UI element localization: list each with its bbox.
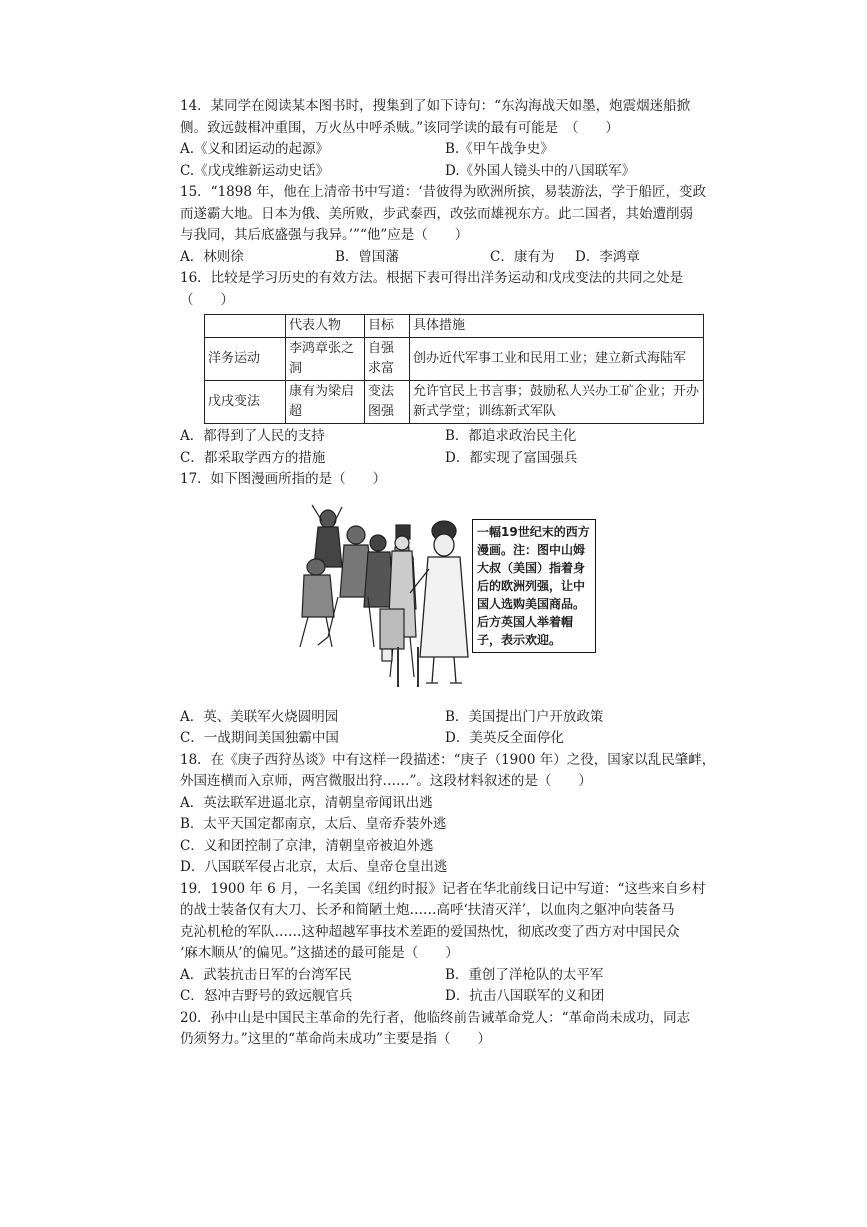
table-header-cell xyxy=(205,315,286,338)
option-a: A．林则徐 xyxy=(180,248,244,265)
options-row xyxy=(180,448,710,470)
question-stem: 16．比较是学习历史的有效方法。根据下表可得出洋务运动和戊戌变法的共同之处是 xyxy=(180,270,684,286)
question-stem: 而遂霸大地。日本为俄、美所败，步武泰西，改弦而雄视东方。此二国者，其始遭削弱 xyxy=(180,205,693,222)
exam-page xyxy=(180,96,716,1051)
options-row xyxy=(180,161,710,183)
option-b: B．美国提出门户开放政策 xyxy=(445,708,604,725)
comparison-table xyxy=(204,314,704,424)
option-d: D．李鸿章 xyxy=(575,248,640,265)
option-a: A．英、美联军火烧圆明园 xyxy=(180,708,339,725)
option-c: C．怒冲吉野号的致远舰官兵 xyxy=(180,988,353,1004)
option-c: C．康有为 xyxy=(490,248,555,265)
option-c: C．都采取学西方的措施 xyxy=(180,449,326,466)
option-b: B．都追求政治民主化 xyxy=(445,428,577,444)
table-header-cell: 具体措施 xyxy=(410,315,704,338)
option-c: C．义和团控制了京津，清朝皇帝被迫外逃 xyxy=(180,837,434,854)
cartoon-illustration xyxy=(298,497,473,692)
option-b: B．重创了洋枪队的太平军 xyxy=(445,966,604,983)
question-stem: 外国连横而入京师，两宫微服出狩……”。这段材料叙述的是（ ） xyxy=(180,773,592,789)
question-stem: （ ） xyxy=(180,291,234,308)
table-header-cell: 代表人物 xyxy=(286,315,365,338)
table-cell: 变法图强 xyxy=(365,381,410,424)
question-stem: 与我同，其后底盛强与我异。’”“他”应是（ ） xyxy=(180,227,469,243)
table-row xyxy=(205,381,704,424)
table-cell: 康有为梁启超 xyxy=(286,381,365,424)
option-a: A．都得到了人民的支持 xyxy=(180,428,325,444)
question-17 xyxy=(180,469,710,750)
cartoon-figure xyxy=(180,497,710,697)
option-b: B.《甲午战争史》 xyxy=(445,141,554,157)
cartoon-caption-box: 一幅19世纪末的西方漫画。注：图中山姆大叔（美国）指着身后的欧洲列强，让中国人选购美国商品。后方英国人举着帽子，表示欢迎。 xyxy=(472,519,596,653)
option-d: D.《外国人镜头中的八国联军》 xyxy=(445,162,636,179)
question-19 xyxy=(180,879,710,1008)
question-20 xyxy=(180,1008,710,1051)
table-cell: 允许官民上书言事；鼓励私人兴办工矿企业；开办新式学堂；训练新式军队 xyxy=(410,381,704,424)
question-stem: 20．孙中山是中国民主革命的先行者，他临终前告诫革命党人：“革命尚未成功，同志 xyxy=(180,1009,691,1026)
question-stem: ‘麻木顺从’的偏见。”这描述的最可能是（ ） xyxy=(180,945,459,961)
question-stem: 15．“1898 年，他在上清帝书中写道：‘昔彼得为欧洲所摈，易装游法，学于船匠，变政 xyxy=(180,184,707,200)
question-stem: 17．如下图漫画所指的是（ ） xyxy=(180,471,387,487)
options-row xyxy=(180,986,710,1008)
question-stem: 仍须努力。”这里的“革命尚未成功”主要是指（ ） xyxy=(180,1031,491,1047)
question-18 xyxy=(180,750,716,879)
question-15 xyxy=(180,182,710,268)
options-row xyxy=(180,728,710,750)
question-stem: 14．某同学在阅读某本图书时，搜集到了如下诗句：“东沟海战天如墨，炮震烟迷船掀 xyxy=(180,98,691,114)
question-stem: 侧。致远鼓楫冲重围，万火丛中呼杀贼。”该同学读的最有可能是 （ ） xyxy=(180,119,619,136)
option-a: A．英法联军进逼北京，清朝皇帝闻讯出逃 xyxy=(180,794,433,811)
question-stem: 18．在《庚子西狩丛谈》中有这样一段描述：“庚子（1900 年）之役，国家以乱民肇衅， xyxy=(180,751,716,768)
question-stem: 19．1900 年 6 月，一名美国《纽约时报》记者在华北前线日记中写道：“这些来自乡村 xyxy=(180,880,706,897)
options-row xyxy=(180,965,710,987)
options-row xyxy=(180,139,710,161)
option-a: A.《义和团运动的起源》 xyxy=(180,141,330,157)
options-row xyxy=(180,247,710,269)
option-a: A．武装抗击日军的台湾军民 xyxy=(180,966,352,983)
option-d: D．都实现了富国强兵 xyxy=(445,449,578,466)
question-stem: 克沁机枪的军队……这种超越军事技术差距的爱国热忱，彻底改变了西方对中国民众 xyxy=(180,923,680,940)
question-stem: 的战士装备仅有大刀、长矛和简陋土炮……高呼‘扶清灭洋’，以血肉之躯冲向装备马 xyxy=(180,902,675,918)
table-cell: 创办近代军事工业和民用工业；建立新式海陆军 xyxy=(410,338,704,381)
option-c: C.《戊戌维新运动史话》 xyxy=(180,162,330,179)
option-d: D．八国联军侵占北京，太后、皇帝仓皇出逃 xyxy=(180,859,448,875)
table-cell: 戊戌变法 xyxy=(205,381,286,424)
options-row xyxy=(180,426,710,448)
question-14 xyxy=(180,96,710,182)
table-header-cell: 目标 xyxy=(365,315,410,338)
question-16 xyxy=(180,268,710,469)
option-c: C．一战期间美国独霸中国 xyxy=(180,730,339,746)
table-cell: 李鸿章张之洞 xyxy=(286,338,365,381)
options-row xyxy=(180,707,710,729)
table-header-row xyxy=(205,315,704,338)
option-b: B．曾国藩 xyxy=(335,248,399,265)
option-b: B．太平天国定都南京，太后、皇帝乔装外逃 xyxy=(180,816,447,832)
option-d: D．美英反全面停化 xyxy=(445,730,564,746)
table-cell: 洋务运动 xyxy=(205,338,286,381)
option-d: D．抗击八国联军的义和团 xyxy=(445,988,605,1004)
table-cell: 自强求富 xyxy=(365,338,410,381)
table-row xyxy=(205,338,704,381)
